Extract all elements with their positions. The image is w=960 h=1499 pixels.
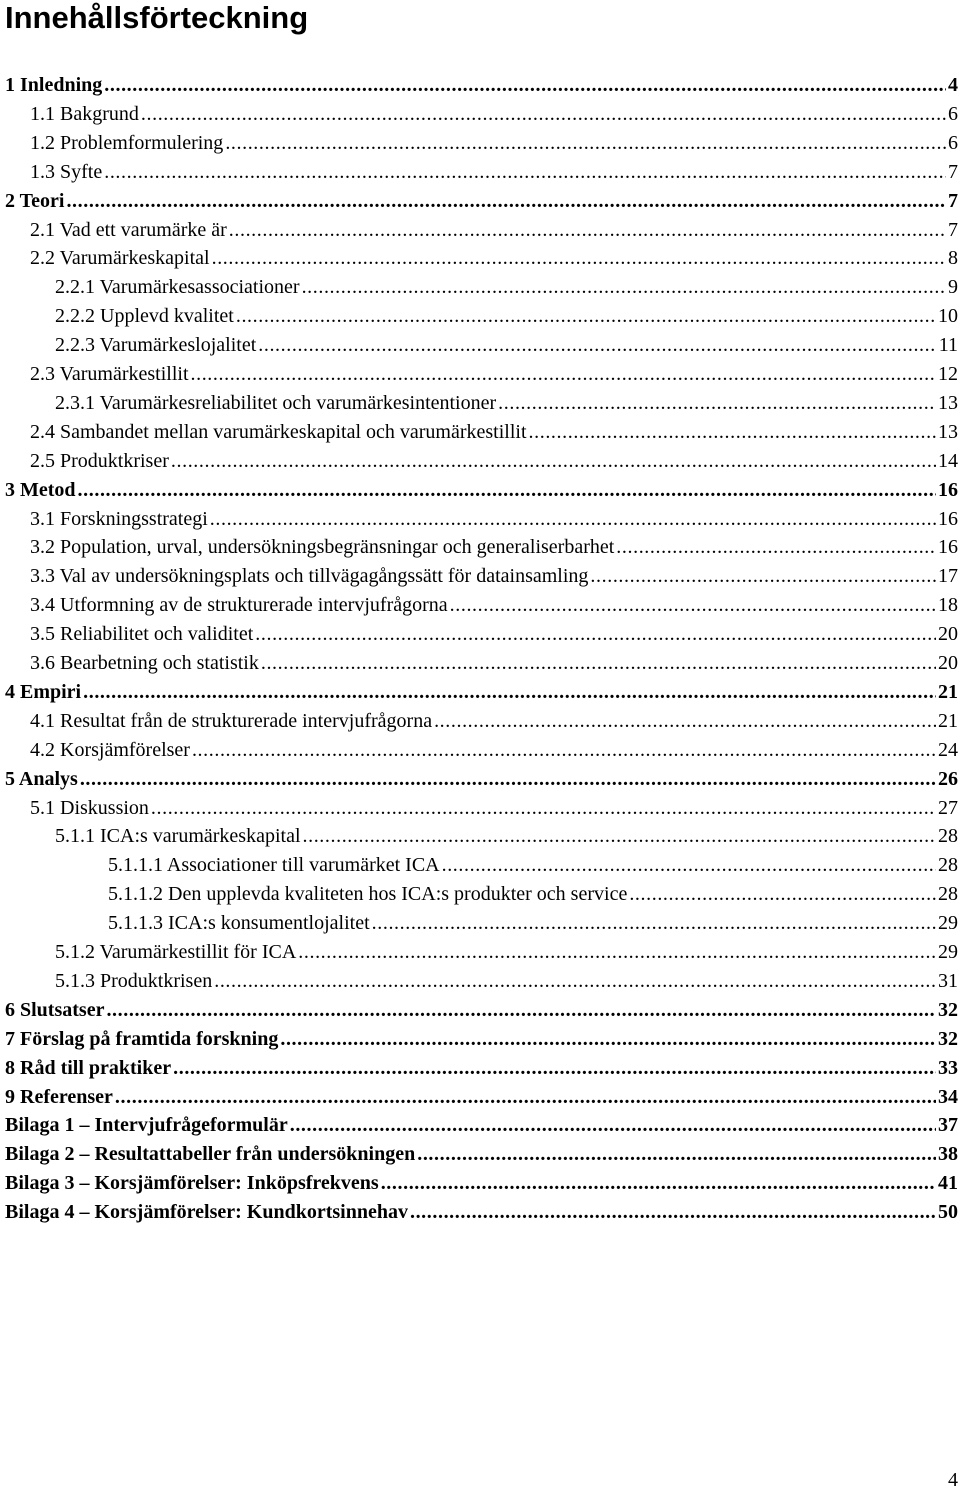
toc-entry-page: 9 — [948, 276, 958, 299]
toc-leader-dots — [255, 620, 936, 649]
toc-leader-dots — [290, 1111, 936, 1140]
toc-entry-title: 2.5 Produktkriser — [30, 449, 169, 472]
toc-entry-title: 5.1.2 Varumärkestillit för ICA — [55, 941, 297, 963]
toc-entry-page: 21 — [938, 680, 958, 703]
toc-leader-dots — [434, 707, 936, 736]
toc-leader-dots — [236, 302, 936, 331]
toc-entry-title: 2.2.1 Varumärkesassociationer — [55, 276, 300, 299]
page-title: Innehållsförteckning — [5, 0, 309, 35]
toc-leader-dots — [151, 794, 936, 823]
toc-entry[interactable] — [0, 418, 958, 447]
toc-entry-title: 4.1 Resultat från de strukturerade intervjufrågorna — [30, 709, 433, 732]
toc-entry[interactable] — [0, 1083, 958, 1112]
toc-entry-page: 26 — [938, 767, 958, 790]
toc-entry-page: 32 — [938, 998, 958, 1021]
toc-entry-page: 7 — [948, 189, 958, 212]
toc-leader-dots — [229, 216, 946, 245]
toc-leader-dots — [210, 505, 936, 534]
toc-entry-page: 16 — [938, 478, 958, 501]
toc-entry[interactable] — [0, 1198, 958, 1227]
toc-entry-title: 1.1 Bakgrund — [30, 102, 139, 125]
toc-entry[interactable] — [0, 909, 958, 938]
toc-entry-page: 16 — [938, 507, 958, 530]
toc-entry[interactable] — [0, 71, 958, 100]
toc-entry[interactable] — [0, 302, 958, 331]
toc-entry[interactable] — [0, 851, 958, 880]
toc-entry-title: 3.2 Population, urval, undersökningsbegränsningar och generaliserbarhet — [30, 536, 615, 559]
toc-entry-title: 3.5 Reliabilitet och validitet — [30, 623, 254, 646]
toc-entry-page: 34 — [938, 1085, 958, 1108]
toc-entry-title: 1 Inledning — [5, 74, 103, 96]
toc-entry[interactable] — [0, 1140, 958, 1169]
toc-entry-page: 7 — [948, 218, 958, 241]
toc-entry-page: 17 — [938, 565, 958, 588]
toc-entry-page: 50 — [938, 1201, 958, 1224]
toc-leader-dots — [80, 765, 936, 794]
toc-entry-page: 18 — [938, 594, 958, 617]
toc-leader-dots — [78, 476, 936, 505]
toc-entry-page: 28 — [938, 825, 958, 848]
toc-entry-title: 3.3 Val av undersökningsplats och tillvägagångssätt för datainsamling — [30, 565, 589, 588]
toc-entry-title: 1.2 Problemformulering — [30, 131, 224, 154]
toc-entry[interactable] — [0, 158, 958, 187]
toc-leader-dots — [192, 736, 936, 765]
toc-entry[interactable] — [0, 562, 958, 591]
toc-leader-dots — [261, 649, 936, 678]
toc-entry[interactable] — [0, 736, 958, 765]
toc-entry-title: 3.4 Utformning av de strukturerade intervjufrågorna — [30, 594, 448, 617]
toc-entry-title: 5.1.1.1 Associationer till varumärket ICA — [108, 854, 440, 877]
toc-leader-dots — [115, 1083, 936, 1112]
toc-leader-dots — [629, 880, 936, 909]
toc-entry-page: 31 — [938, 969, 958, 992]
toc-entry[interactable] — [0, 967, 958, 996]
toc-entry-page: 20 — [938, 652, 958, 674]
toc-entry-page: 33 — [938, 1056, 958, 1079]
toc-entry-page: 20 — [938, 623, 958, 646]
toc-entry-title: 5.1.1 ICA:s varumärkeskapital — [55, 825, 301, 848]
toc-entry-page: 41 — [938, 1172, 958, 1195]
toc-entry-page: 14 — [938, 449, 958, 472]
toc-leader-dots — [104, 158, 946, 187]
toc-entry-title: 2.1 Vad ett varumärke är — [30, 218, 227, 241]
toc-leader-dots — [417, 1140, 936, 1169]
toc-entry[interactable] — [0, 591, 958, 620]
toc-entry-title: 2.3 Varumärkestillit — [30, 363, 189, 385]
toc-entry[interactable] — [0, 129, 958, 158]
toc-entry-page: 4 — [948, 74, 958, 96]
toc-entry-page: 28 — [938, 854, 958, 877]
toc-entry[interactable] — [0, 331, 958, 360]
toc-entry-title: 3.6 Bearbetning och statistik — [30, 652, 259, 674]
toc-entry-title: 6 Slutsatser — [5, 998, 105, 1021]
toc-entry-page: 11 — [938, 334, 958, 357]
toc-entry-title: 3.1 Forskningsstrategi — [30, 507, 208, 530]
toc-entry[interactable] — [0, 649, 958, 678]
toc-leader-dots — [171, 447, 936, 476]
toc-entry-page: 29 — [938, 941, 958, 963]
toc-entry[interactable] — [0, 1111, 958, 1140]
toc-leader-dots — [104, 71, 946, 100]
toc-entry[interactable] — [0, 505, 958, 534]
toc-entry-page: 32 — [938, 1027, 958, 1050]
toc-entry-page: 16 — [938, 536, 958, 559]
toc-entry-page: 12 — [938, 363, 958, 385]
toc-entry-title: Bilaga 2 – Resultattabeller från undersökningen — [5, 1143, 416, 1166]
toc-entry-title: 7 Förslag på framtida forskning — [5, 1027, 279, 1050]
toc-entry-page: 27 — [938, 796, 958, 819]
toc-leader-dots — [212, 244, 946, 273]
toc-entry-title: 5.1.3 Produktkrisen — [55, 969, 213, 992]
toc-entry-title: 4 Empiri — [5, 680, 82, 703]
toc-entry-title: 9 Referenser — [5, 1085, 113, 1108]
toc-leader-dots — [381, 1169, 936, 1198]
toc-entry-page: 6 — [948, 131, 958, 154]
toc-leader-dots — [616, 533, 936, 562]
toc-entry-page: 24 — [938, 738, 958, 761]
toc-entry-title: Bilaga 1 – Intervjufrågeformulär — [5, 1114, 288, 1137]
toc-entry[interactable] — [0, 533, 958, 562]
toc-entry-title: 2.3.1 Varumärkesreliabilitet och varumärkesintentioner — [55, 391, 497, 414]
toc-entry-title: Bilaga 3 – Korsjämförelser: Inköpsfrekvens — [5, 1172, 379, 1195]
toc-leader-dots — [173, 1054, 936, 1083]
toc-entry[interactable] — [0, 678, 958, 707]
toc-leader-dots — [298, 938, 936, 967]
toc-leader-dots — [372, 909, 936, 938]
toc-entry-title: 5.1.1.3 ICA:s konsumentlojalitet — [108, 912, 370, 935]
toc-leader-dots — [442, 851, 936, 880]
toc-entry[interactable] — [0, 476, 958, 505]
toc-entry-title: 8 Råd till praktiker — [5, 1056, 172, 1079]
toc-leader-dots — [225, 129, 946, 158]
toc-entry[interactable] — [0, 996, 958, 1025]
toc-entry-title: 5.1 Diskussion — [30, 796, 149, 819]
toc-entry[interactable] — [0, 389, 958, 418]
toc-entry[interactable] — [0, 707, 958, 736]
toc-entry-title: 5.1.1.2 Den upplevda kvaliteten hos ICA:s produkter och service — [108, 883, 628, 906]
toc-entry-title: Bilaga 4 – Korsjämförelser: Kundkortsinnehav — [5, 1201, 408, 1224]
toc-entry-title: 2.2.3 Varumärkeslojalitet — [55, 334, 257, 357]
toc-entry[interactable] — [0, 620, 958, 649]
toc-entry[interactable] — [0, 216, 958, 245]
toc-entry[interactable] — [0, 822, 958, 851]
toc-entry[interactable] — [0, 187, 958, 216]
toc-leader-dots — [280, 1025, 936, 1054]
toc-leader-dots — [529, 418, 936, 447]
toc-entry-page: 7 — [948, 160, 958, 183]
toc-entry-title: 2.2.2 Upplevd kvalitet — [55, 305, 234, 328]
toc-leader-dots — [498, 389, 936, 418]
toc-entry-page: 37 — [938, 1114, 958, 1137]
toc-leader-dots — [302, 273, 946, 302]
toc-entry-page: 28 — [938, 883, 958, 906]
toc-entry-title: 5 Analys — [5, 767, 78, 790]
toc-entry-title: 1.3 Syfte — [30, 160, 103, 183]
toc-entry-page: 6 — [948, 102, 958, 125]
toc-entry-title: 3 Metod — [5, 478, 76, 501]
toc-entry-page: 13 — [938, 420, 958, 443]
toc-leader-dots — [83, 678, 936, 707]
toc-entry-page: 10 — [938, 305, 958, 328]
toc-entry[interactable] — [0, 765, 958, 794]
toc-entry[interactable] — [0, 273, 958, 302]
toc-entry[interactable] — [0, 794, 958, 823]
toc-leader-dots — [410, 1198, 936, 1227]
toc-entry[interactable] — [0, 1169, 958, 1198]
toc-entry[interactable] — [0, 447, 958, 476]
toc-leader-dots — [141, 100, 946, 129]
toc-entry-page: 13 — [938, 391, 958, 414]
toc-entry-title: 2.2 Varumärkeskapital — [30, 247, 210, 270]
toc-entry-page: 38 — [938, 1143, 958, 1166]
toc-entry[interactable] — [0, 100, 958, 129]
toc-leader-dots — [66, 187, 946, 216]
toc-entry[interactable] — [0, 938, 958, 967]
toc-entry-page: 29 — [938, 912, 958, 935]
toc-entry-title: 2.4 Sambandet mellan varumärkeskapital och varumärkestillit — [30, 420, 527, 443]
toc-leader-dots — [214, 967, 936, 996]
toc-entry[interactable] — [0, 244, 958, 273]
toc-entry[interactable] — [0, 1054, 958, 1083]
toc-entry[interactable] — [0, 360, 958, 389]
toc-leader-dots — [303, 822, 937, 851]
toc-leader-dots — [106, 996, 936, 1025]
toc-leader-dots — [258, 331, 936, 360]
toc-leader-dots — [590, 562, 936, 591]
toc-entry[interactable] — [0, 1025, 958, 1054]
toc-leader-dots — [191, 360, 937, 389]
toc-entry-title: 2 Teori — [5, 189, 65, 212]
toc-entry-page: 21 — [938, 709, 958, 732]
toc-leader-dots — [450, 591, 936, 620]
toc-entry[interactable] — [0, 880, 958, 909]
toc-entry-title: 4.2 Korsjämförelser — [30, 738, 190, 761]
toc-entry-page: 8 — [948, 247, 958, 270]
page-number: 4 — [948, 1469, 958, 1491]
